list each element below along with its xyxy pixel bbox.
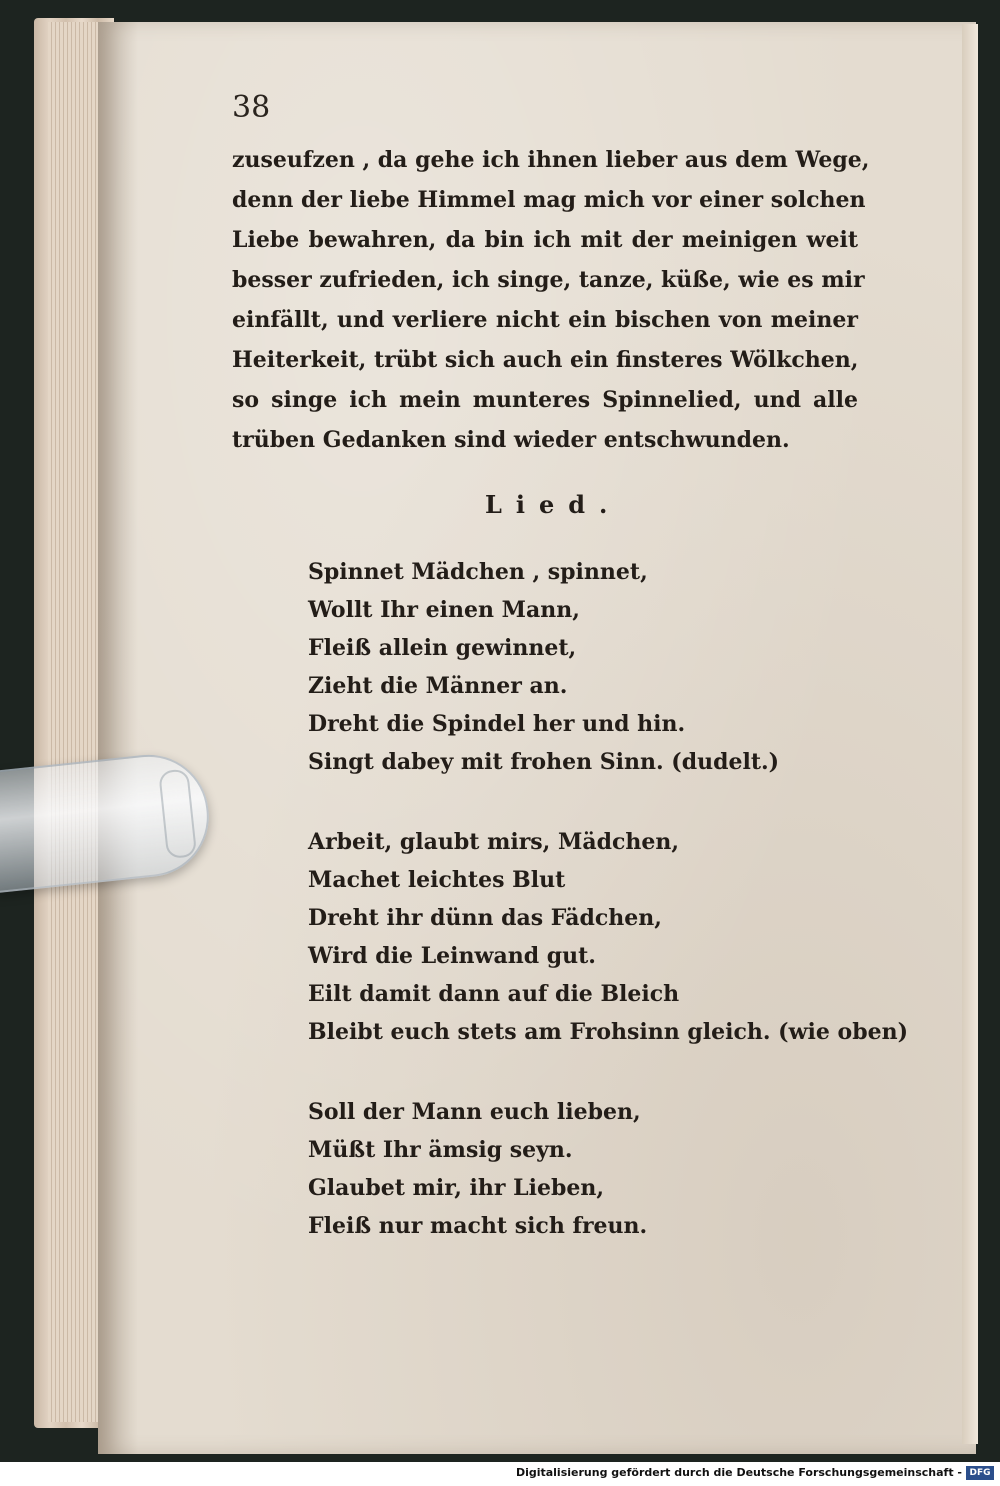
prose-line: Heiterkeit, trübt sich auch ein finsteres Wölkchen, (232, 347, 859, 373)
prose-line: besser zufrieden, ich singe, tanze, küße, wie es mir (232, 267, 865, 293)
page-right-edge (962, 24, 978, 1444)
prose-line: trüben Gedanken sind wieder entschwunden. (232, 427, 790, 453)
verse-line: Singt dabey mit frohen Sinn. (dudelt.) (308, 749, 780, 775)
clip-highlight (158, 768, 197, 859)
verse-line: Dreht ihr dünn das Fädchen, (308, 905, 662, 931)
stanza-2 (308, 823, 908, 1051)
verse-line: Spinnet Mädchen , spinnet, (308, 559, 648, 585)
verse-line: Soll der Mann euch lieben, (308, 1099, 641, 1125)
verse-line: Fleiß nur macht sich freun. (308, 1213, 648, 1239)
verse-line: Wollt Ihr einen Mann, (308, 597, 580, 623)
verse-line: Zieht die Männer an. (308, 673, 568, 699)
verse-line: Arbeit, glaubt mirs, Mädchen, (308, 829, 680, 855)
prose-paragraph (232, 140, 870, 460)
verse-line: Müßt Ihr ämsig seyn. (308, 1137, 573, 1163)
footer-bar (0, 1462, 1000, 1486)
stanza-3 (308, 1093, 647, 1245)
verse-line: Bleibt euch stets am Frohsinn gleich. (wie oben) (308, 1019, 909, 1045)
prose-line: Liebe bewahren, da bin ich mit der meinigen weit (232, 227, 858, 253)
verse-line: Glaubet mir, ihr Lieben, (308, 1175, 605, 1201)
gutter-shadow (98, 22, 138, 1454)
verse-line: Wird die Leinwand gut. (308, 943, 596, 969)
prose-line: zuseufzen , da gehe ich ihnen lieber aus dem Wege, (232, 147, 870, 173)
prose-line: so singe ich mein munteres Spinnelied, und alle (232, 387, 858, 413)
song-title: Lied. (485, 490, 622, 519)
dfg-logo: DFG (966, 1466, 994, 1480)
verse-line: Fleiß allein gewinnet, (308, 635, 577, 661)
verse-line: Dreht die Spindel her und hin. (308, 711, 686, 737)
prose-line: denn der liebe Himmel mag mich vor einer solchen (232, 187, 866, 213)
prose-line: einfällt, und verliere nicht ein bischen von meiner (232, 307, 858, 333)
page-number: 38 (232, 90, 271, 125)
verse-line: Eilt damit dann auf die Bleich (308, 981, 680, 1007)
footer-credit: Digitalisierung gefördert durch die Deutsche Forschungsgemeinschaft - (515, 1466, 962, 1479)
verse-line: Machet leichtes Blut (308, 867, 566, 893)
stanza-1 (308, 553, 779, 781)
